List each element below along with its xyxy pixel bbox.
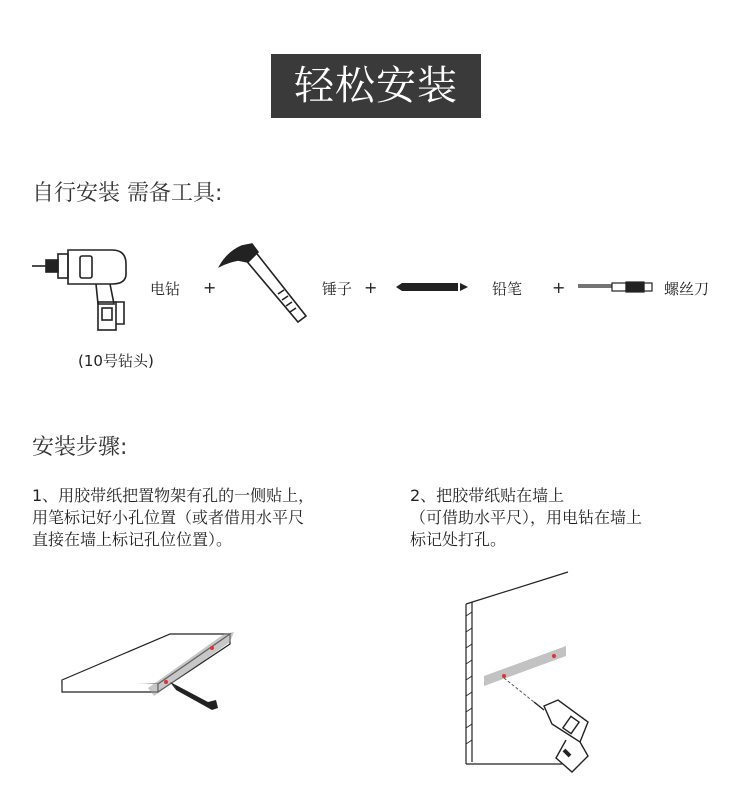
steps-heading: 安装步骤: bbox=[32, 435, 128, 460]
plus-sign: + bbox=[364, 278, 378, 297]
step-2-line: 2、把胶带纸贴在墙上 bbox=[410, 486, 565, 505]
drill-note: (10号钻头) bbox=[78, 352, 154, 370]
step-2-line: 标记处打孔。 bbox=[410, 530, 507, 549]
screwdriver-icon bbox=[578, 280, 654, 294]
step-1-illustration bbox=[58, 622, 248, 714]
screwdriver-label: 螺丝刀 bbox=[664, 280, 710, 298]
hammer-label: 锤子 bbox=[322, 280, 353, 298]
page-title: 轻松安装 bbox=[271, 54, 481, 118]
pencil-label: 铅笔 bbox=[492, 280, 523, 298]
step-2-line: （可借助水平尺），用电钻在墙上 bbox=[410, 508, 643, 527]
step-1-line: 直接在墙上标记孔位位置）。 bbox=[32, 530, 233, 549]
step-2-text bbox=[410, 485, 730, 551]
hammer-icon bbox=[218, 236, 312, 332]
step-1-line: 1、用胶带纸把置物架有孔的一侧贴上， bbox=[32, 486, 315, 505]
step-2-illustration bbox=[462, 572, 622, 782]
step-1-line: 用笔标记好小孔位置（或者借用水平尺 bbox=[32, 508, 305, 527]
plus-sign: + bbox=[203, 278, 217, 297]
plus-sign: + bbox=[552, 278, 566, 297]
drill-icon bbox=[32, 244, 142, 334]
tools-heading: 自行安装 需备工具: bbox=[32, 181, 223, 206]
step-1-text bbox=[32, 485, 392, 551]
drill-label: 电钻 bbox=[150, 280, 181, 298]
pencil-icon bbox=[396, 280, 468, 294]
